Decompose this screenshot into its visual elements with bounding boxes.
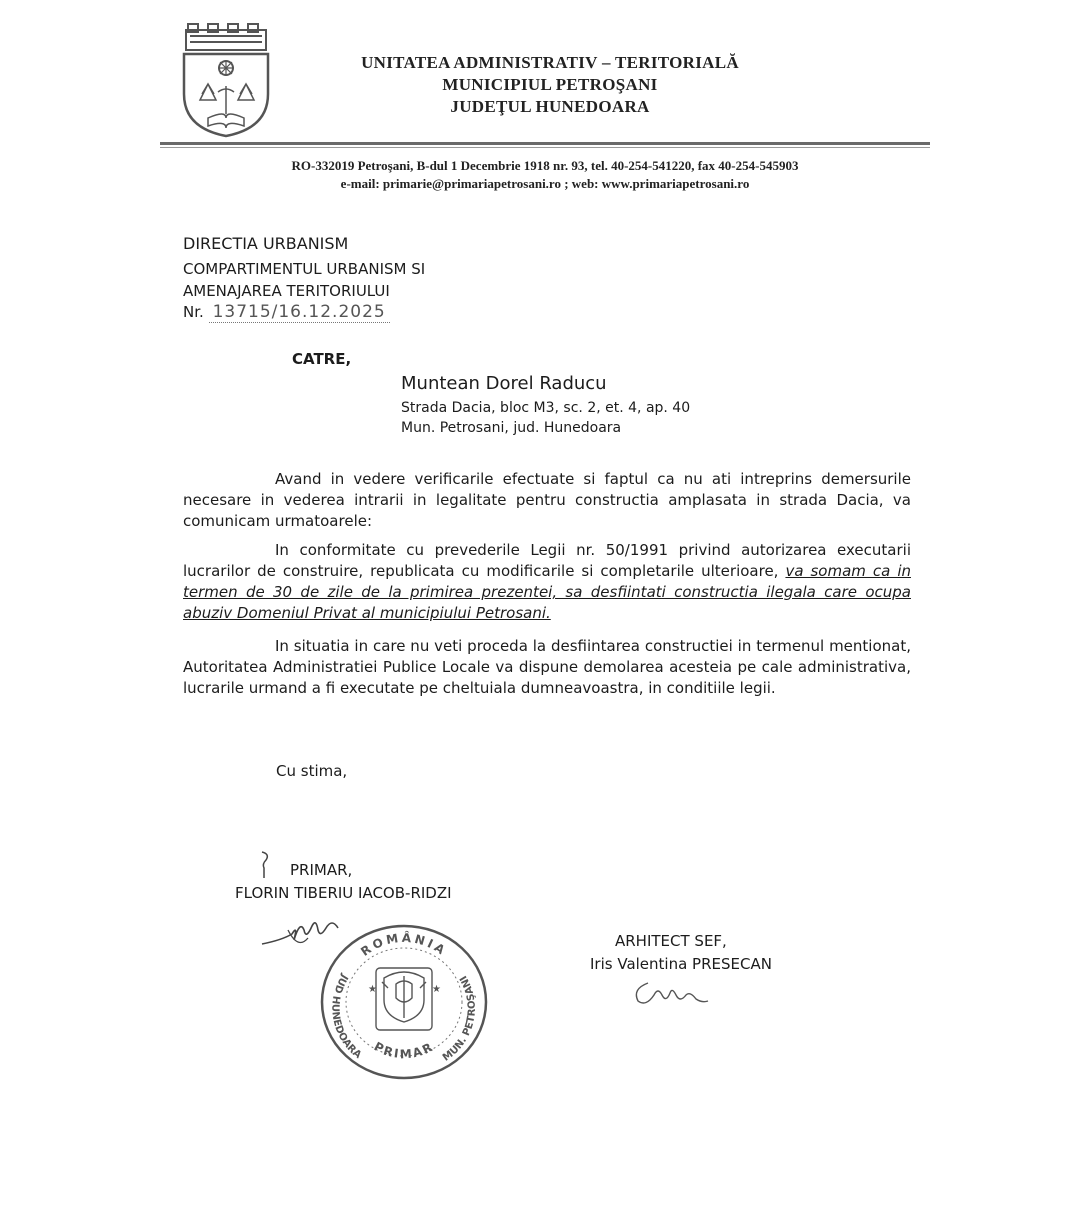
header-rule-thin (160, 147, 930, 148)
svg-text:★: ★ (432, 984, 441, 995)
header-rule (160, 142, 930, 145)
closing: Cu stima, (276, 762, 348, 780)
svg-text:★: ★ (368, 984, 377, 995)
stamp-left-text: JUD HUNEDOARA (329, 972, 364, 1061)
svg-text:JUD HUNEDOARA (329, 971, 363, 1061)
contact-line: e-mail: primarie@primariapetrosani.ro ; web: www.primariapetrosani.ro (340, 176, 750, 191)
stamp-top-text: ROMÂNIA (358, 930, 450, 959)
department-line-1: DIRECTIA URBANISM (183, 234, 349, 253)
address-line: RO-332019 Petroşani, B-dul 1 Decembrie 1918 nr. 93, tel. 40-254-541220, fax 40-254-545903 (291, 158, 799, 173)
paragraph-3-text: In situatia in care nu veti proceda la desfiintarea constructiei in termenul mentionat, Autoritatea Administratiei Publice Locale va dispune demolarea acesteia pe cale administrativa, lucrarile urmand a fi executate pe cheltuiala dumneavoastra, in conditiile legii. (183, 637, 911, 697)
paragraph-2-underlined: va somam ca in termen de 30 de zile de la primirea prezentei, sa desfiintati constructia ilegala care ocupa abuziv Domeniul Privat al municipiului Petrosani. (183, 562, 911, 622)
architect-signature (628, 975, 718, 1011)
recipient-address-2: Mun. Petrosani, jud. Hunedoara (401, 420, 622, 436)
recipient-address-1: Strada Dacia, bloc M3, sc. 2, et. 4, ap. 40 (401, 400, 691, 416)
initial-mark-icon (254, 850, 274, 880)
mayor-name: FLORIN TIBERIU IACOB-RIDZI (235, 884, 452, 902)
official-stamp (318, 922, 490, 1082)
department-line-2: COMPARTIMENTUL URBANISM SI (183, 260, 426, 278)
body-paragraph-3 (183, 636, 911, 699)
coat-of-arms-logo (180, 22, 272, 138)
nr-value: 13715/16.12.2025 (209, 302, 390, 323)
stamp-right-text: MUN. PETROŞANI (440, 973, 479, 1064)
catre-label: CATRE, (292, 350, 352, 368)
paragraph-2-text: In conformitate cu prevederile Legii nr. 50/1991 privind autorizarea executarii lucrarilor de construire, republicata cu modificarile si completarile ulterioare, (183, 541, 911, 580)
nr-label: Nr. (183, 303, 204, 321)
architect-title: ARHITECT SEF, (615, 932, 727, 950)
svg-text:ROMÂNIA (358, 930, 450, 959)
registration-number (183, 302, 390, 322)
recipient-name: Muntean Dorel Raducu (401, 373, 607, 394)
body-paragraph-2 (183, 540, 911, 624)
stamp-coat-of-arms-icon (376, 968, 432, 1030)
architect-name: Iris Valentina PRESECAN (590, 955, 772, 973)
header-line-2: MUNICIPIUL PETROŞANI (442, 75, 658, 94)
header-line-3: JUDEŢUL HUNEDOARA (450, 97, 650, 116)
stamp-bottom-text: PRIMAR (371, 1039, 437, 1062)
paragraph-1-text: Avand in vedere verificarile efectuate si faptul ca nu ati intreprins demersurile necesare in vederea intrarii in legalitate pentru constructia amplasata in strada Dacia, va comunicam urmatoarele: (183, 470, 911, 530)
body-paragraph-1 (183, 469, 911, 532)
mayor-title: PRIMAR, (290, 861, 353, 879)
department-line-3: AMENAJAREA TERITORIULUI (183, 282, 390, 300)
header-line-1: UNITATEA ADMINISTRATIV – TERITORIALĂ (361, 53, 739, 72)
svg-text:PRIMAR (372, 1039, 437, 1061)
